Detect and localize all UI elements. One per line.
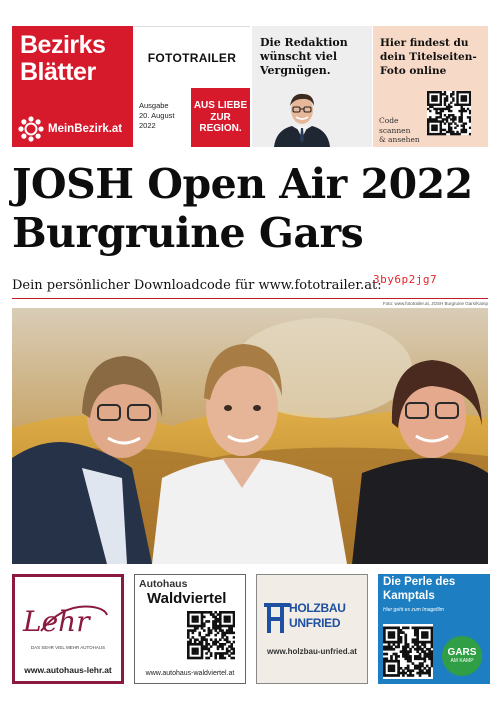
cover-line-1: Hier findest du [380,37,469,49]
issue-date: 20. August [139,111,175,120]
ad-perle-des-kamptals[interactable] [378,574,490,684]
download-code: 3by6p2jg7 [373,273,438,286]
headline-line-1: JOSH Open Air 2022 [12,160,473,208]
gars-badge-icon [442,636,482,676]
meinbezirk-brand [18,116,122,142]
qr-code-icon[interactable] [427,86,471,140]
code-line-3: & ansehen [379,135,420,144]
holzbau-line-2: UNFRIED [289,616,341,630]
gars-badge-line-2: AM KAMP [450,658,474,664]
logo-wordmark [20,32,105,86]
cover-photo-online-box [373,26,488,147]
lehr-url[interactable]: www.autohaus-lehr.at [24,665,112,675]
issue-text [139,101,174,131]
waldviertel-qr-icon[interactable] [187,609,235,661]
editor-greeting [252,26,372,147]
cover-line-2: dein Titelseiten- [380,51,477,63]
region-line-1: AUS LIEBE [193,100,248,111]
sun-icon [18,116,44,142]
headline-line-2: Burgruine Gars [12,209,364,257]
lehr-tagline: DAS SEHR VIEL MEHR AUTOHAUS [30,645,106,650]
issue-info [134,88,191,147]
kamptals-line-2: Kamptals [383,590,435,602]
region-line-2: ZUR [210,111,231,123]
region-slogan [191,100,250,135]
headline [12,160,492,258]
editor-line-2: wünscht viel [260,50,338,63]
holzbau-logo-icon [262,595,292,639]
region-slogan-box [191,88,250,147]
holzbau-url[interactable]: www.holzbau-unfried.at [267,647,357,656]
waldviertel-line-2: Waldviertel [147,590,227,607]
editor-line-1: Die Redaktion [260,36,348,49]
photo-credit: Foto: www.fototrailer.at, JOSH Burgruine Gars/Kamp [382,301,488,306]
issue-label: Ausgabe [139,101,169,110]
fototrailer-label: FOTOTRAILER [147,51,237,65]
holzbau-line-1: HOLZBAU [289,601,346,615]
code-line-2: scannen [379,125,411,135]
waldviertel-url[interactable]: www.autohaus-waldviertel.at [145,670,235,677]
kamptals-line-1: Die Perle des [383,576,456,588]
fototrailer-box [134,26,250,88]
meinbezirk-label: MeinBezirk.at [48,123,123,135]
editor-line-3: Vergnügen. [260,64,331,77]
download-label: Dein persönlicher Downloadcode für www.fototrailer.at: [12,278,382,293]
gars-badge-line-1: GARS [447,647,477,658]
lehr-swoosh-icon [33,601,113,645]
logo-line-2: Blätter [20,58,96,86]
editor-portrait [270,88,334,147]
main-photo [12,308,488,564]
kamptals-tagline: Hier geht es zum Imagefilm [383,607,444,613]
code-line-1: Code [379,116,399,125]
lehr-logo: Lehr [23,605,90,638]
bezirksblaetter-logo [12,26,133,147]
issue-year: 2022 [139,121,156,130]
ad-holzbau-unfried[interactable] [256,574,368,684]
editor-text [260,36,368,78]
cover-line-3: Foto online [380,65,447,77]
kamptals-qr-icon[interactable] [383,624,433,679]
waldviertel-line-1: Autohaus [139,578,188,590]
ad-autohaus-lehr[interactable] [12,574,124,684]
ad-autohaus-waldviertel[interactable] [134,574,246,684]
cover-text [380,36,486,78]
scan-instructions [379,116,420,145]
logo-line-1: Bezirks [20,31,106,59]
region-line-3: REGION. [199,123,242,134]
divider [12,298,488,299]
